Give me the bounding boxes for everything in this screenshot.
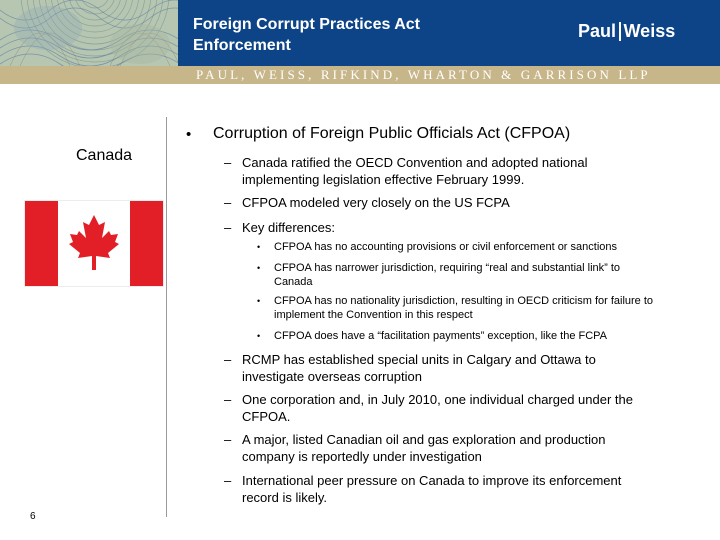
page-number: 6 xyxy=(30,511,36,522)
list-item xyxy=(242,391,633,425)
sub-list-item-line: CFPOA has no nationality jurisdiction, resulting in OECD criticism for failure to xyxy=(274,295,654,307)
dash-marker: – xyxy=(224,155,232,170)
sub-list-item-line: CFPOA has narrower jurisdiction, requiring “real and substantial link” to xyxy=(274,262,621,274)
dash-marker: – xyxy=(224,195,232,210)
sub-bullet-marker: • xyxy=(257,296,261,306)
canada-flag-icon xyxy=(24,200,164,287)
presentation-title xyxy=(193,14,420,56)
sub-list-item xyxy=(274,329,607,343)
list-item xyxy=(242,472,621,506)
firm-name-strip xyxy=(0,66,720,84)
list-item xyxy=(242,219,335,236)
dash-marker: – xyxy=(224,220,232,235)
list-item-line: One corporation and, in July 2010, one individual charged under the xyxy=(242,392,633,407)
dash-marker: – xyxy=(224,432,232,447)
logo-text-right: Weiss xyxy=(623,21,676,41)
dash-marker: – xyxy=(224,473,232,488)
sub-bullet-marker: • xyxy=(257,331,261,341)
dash-marker: – xyxy=(224,352,232,367)
banknote-pattern-image xyxy=(0,0,178,66)
slide-header xyxy=(0,0,720,66)
title-line-1: Foreign Corrupt Practices Act xyxy=(193,16,421,33)
list-item xyxy=(242,194,510,211)
list-item-line: record is likely. xyxy=(242,490,328,505)
sub-bullet-marker: • xyxy=(257,263,261,273)
section-heading: Corruption of Foreign Public Officials Act (CFPOA) xyxy=(213,125,571,142)
sub-list-item xyxy=(274,240,617,254)
list-item xyxy=(242,154,587,188)
list-item-line: company is reportedly under investigation xyxy=(242,449,482,464)
dash-marker: – xyxy=(224,392,232,407)
title-line-2: Enforcement xyxy=(193,37,291,54)
sub-list-item-line: implement the Convention in this respect xyxy=(274,309,473,321)
country-label: Canada xyxy=(76,147,133,164)
sub-list-item-line: CFPOA does have a “facilitation payments” exception, like the FCPA xyxy=(274,330,608,342)
logo-text-left: Paul xyxy=(578,21,617,41)
list-item xyxy=(242,431,606,465)
list-item-line: Key differences: xyxy=(242,220,335,235)
list-item-line: investigate overseas corruption xyxy=(242,369,422,384)
list-item-line: CFPOA. xyxy=(242,409,291,424)
sub-bullet-marker: • xyxy=(257,242,261,252)
firm-logo xyxy=(578,20,675,42)
sub-list-item xyxy=(274,261,620,289)
sub-list-item xyxy=(274,294,653,322)
list-item-line: A major, listed Canadian oil and gas exploration and production xyxy=(242,432,606,447)
firm-name: PAUL, WEISS, RIFKIND, WHARTON & GARRISON LLP xyxy=(196,67,651,82)
column-divider xyxy=(166,117,167,517)
list-item-line: RCMP has established special units in Calgary and Ottawa to xyxy=(242,352,596,367)
sub-list-item-line: CFPOA has no accounting provisions or civil enforcement or sanctions xyxy=(274,241,617,253)
list-item-line: CFPOA modeled very closely on the US FCPA xyxy=(242,195,510,210)
list-item xyxy=(242,351,596,385)
bullet-marker: • xyxy=(186,126,192,143)
sub-list-item-line: Canada xyxy=(274,276,313,288)
logo-divider xyxy=(619,22,621,41)
list-item-line: implementing legislation effective February 1999. xyxy=(242,172,525,187)
list-item-line: Canada ratified the OECD Convention and adopted national xyxy=(242,155,588,170)
list-item-line: International peer pressure on Canada to improve its enforcement xyxy=(242,473,622,488)
